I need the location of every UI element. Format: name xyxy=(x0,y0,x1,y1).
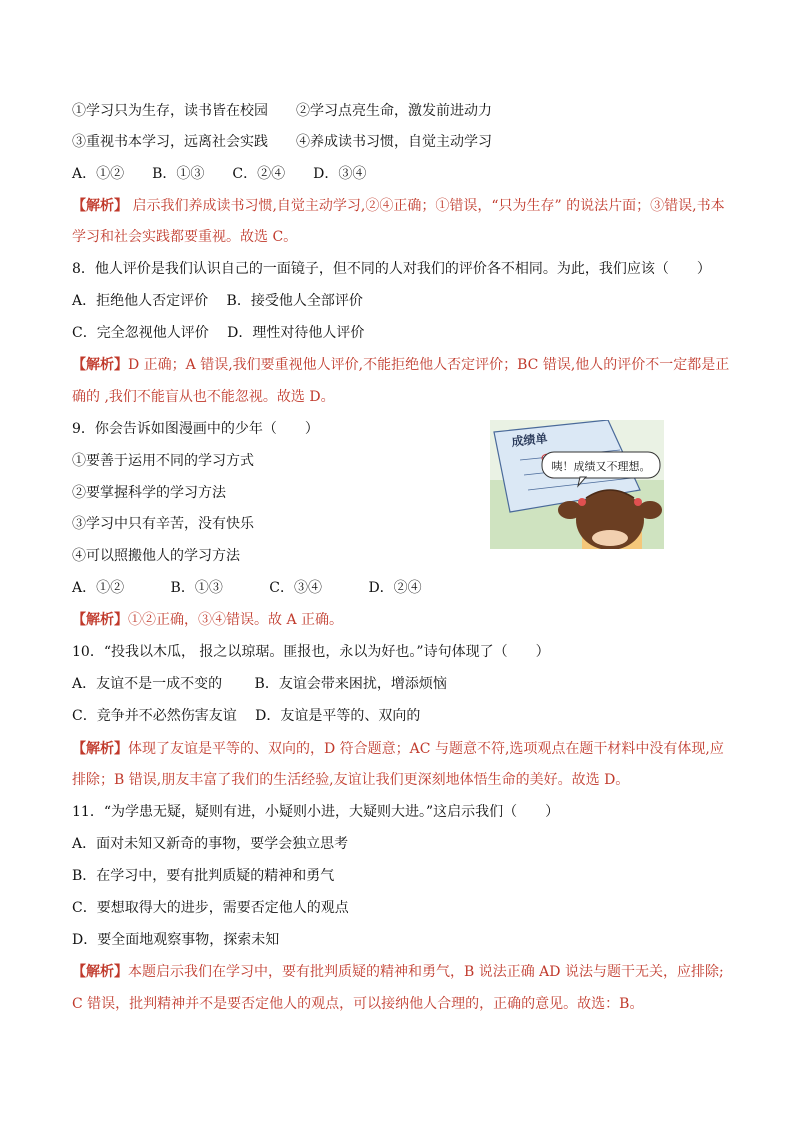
q8-options-cd: C．完全忽视他人评价 D．理性对待他人评价 xyxy=(72,325,365,341)
analysis-text: 本题启示我们在学习中，要有批判质疑的精神和勇气，B 说法正确 AD 说法与题干无关，应排除; xyxy=(128,964,724,980)
q9-item-4: ④可以照搬他人的学习方法 xyxy=(72,548,240,564)
q8-options-ab: A．拒绝他人否定评价 B．接受他人全部评价 xyxy=(72,293,363,309)
q11-option-d: D．要全面地观察事物，探索未知 xyxy=(72,932,280,948)
analysis-tag: 【解析】 xyxy=(72,357,128,373)
q11-stem: 11．“为学患无疑，疑则有进，小疑则小进，大疑则大进。”这启示我们（ ） xyxy=(72,804,560,820)
analysis-tag: 【解析】 xyxy=(72,612,128,628)
analysis-tag: 【解析】 xyxy=(72,198,128,214)
q9-analysis xyxy=(72,610,343,630)
q7-analysis-line-2: 学习和社会实践都要重视。故选 C。 xyxy=(72,229,298,245)
comic-illustration xyxy=(490,420,664,549)
q11-analysis-line-1 xyxy=(72,962,724,982)
q11-option-b: B．在学习中，要有批判质疑的精神和勇气 xyxy=(72,868,335,884)
q7-option-line-2: ③重视书本学习，远离社会实践 ④养成读书习惯，自觉主动学习 xyxy=(72,134,492,150)
q10-stem: 10．“投我以木瓜， 报之以琼琚。匪报也，永以为好也。”诗句体现了（ ） xyxy=(72,644,550,660)
q8-stem: 8．他人评价是我们认识自己的一面镜子，但不同的人对我们的评价各不相同。为此，我们应该（ ） xyxy=(72,261,711,277)
q11-option-a: A．面对未知又新奇的事物，要学会独立思考 xyxy=(72,836,349,852)
q7-analysis-line-1 xyxy=(72,196,725,216)
q9-item-1: ①要善于运用不同的学习方式 xyxy=(72,453,254,469)
q9-item-2: ②要掌握科学的学习方法 xyxy=(72,485,226,501)
analysis-text: ①②正确，③④错误。故 A 正确。 xyxy=(128,612,344,628)
q8-analysis-line-2: 确的 ,我们不能盲从也不能忽视。故选 D。 xyxy=(72,389,335,405)
q10-options-ab: A．友谊不是一成不变的 B．友谊会带来困扰，增添烦恼 xyxy=(72,676,447,692)
q11-option-c: C．要想取得大的进步，需要否定他人的观点 xyxy=(72,900,349,916)
q7-option-line-1: ①学习只为生存，读书皆在校园 ②学习点亮生命，激发前进动力 xyxy=(72,103,492,119)
q10-options-cd: C．竞争并不必然伤害友谊 D．友谊是平等的、双向的 xyxy=(72,708,421,724)
q11-analysis-line-2: C 错误，批判精神并不是要否定他人的观点，可以接纳他人合理的，正确的意见。故选：B。 xyxy=(72,996,644,1012)
analysis-text: 体现了友谊是平等的、双向的，D 符合题意；AC 与题意不符,选项观点在题干材料中没有体现,应 xyxy=(128,741,724,757)
analysis-text: D 正确；A 错误,我们要重视他人评价,不能拒绝他人否定评价；BC 错误,他人的评价不一定都是正 xyxy=(128,357,730,373)
speech-bubble-text: 咦！成绩又不理想。 xyxy=(551,461,651,473)
analysis-tag: 【解析】 xyxy=(72,741,128,757)
q9-stem: 9．你会告诉如图漫画中的少年（ ） xyxy=(72,421,319,437)
q10-analysis-line-2: 排除；B 错误,朋友丰富了我们的生活经验,友谊让我们更深刻地体悟生命的美好。故选 D。 xyxy=(72,772,630,788)
q9-choices: A．①② B．①③ C．③④ D．②④ xyxy=(72,580,422,596)
q10-analysis-line-1 xyxy=(72,739,724,759)
report-card-title: 成绩单 xyxy=(510,431,549,449)
analysis-tag: 【解析】 xyxy=(72,964,128,980)
analysis-text: 启示我们养成读书习惯,自觉主动学习,②④正确；①错误，“只为生存” 的说法片面；③错误,书本 xyxy=(128,198,725,214)
q8-analysis-line-1 xyxy=(72,355,729,375)
q7-choices: A．①② B．①③ C．②④ D．③④ xyxy=(72,166,367,182)
q9-item-3: ③学习中只有辛苦，没有快乐 xyxy=(72,516,254,532)
